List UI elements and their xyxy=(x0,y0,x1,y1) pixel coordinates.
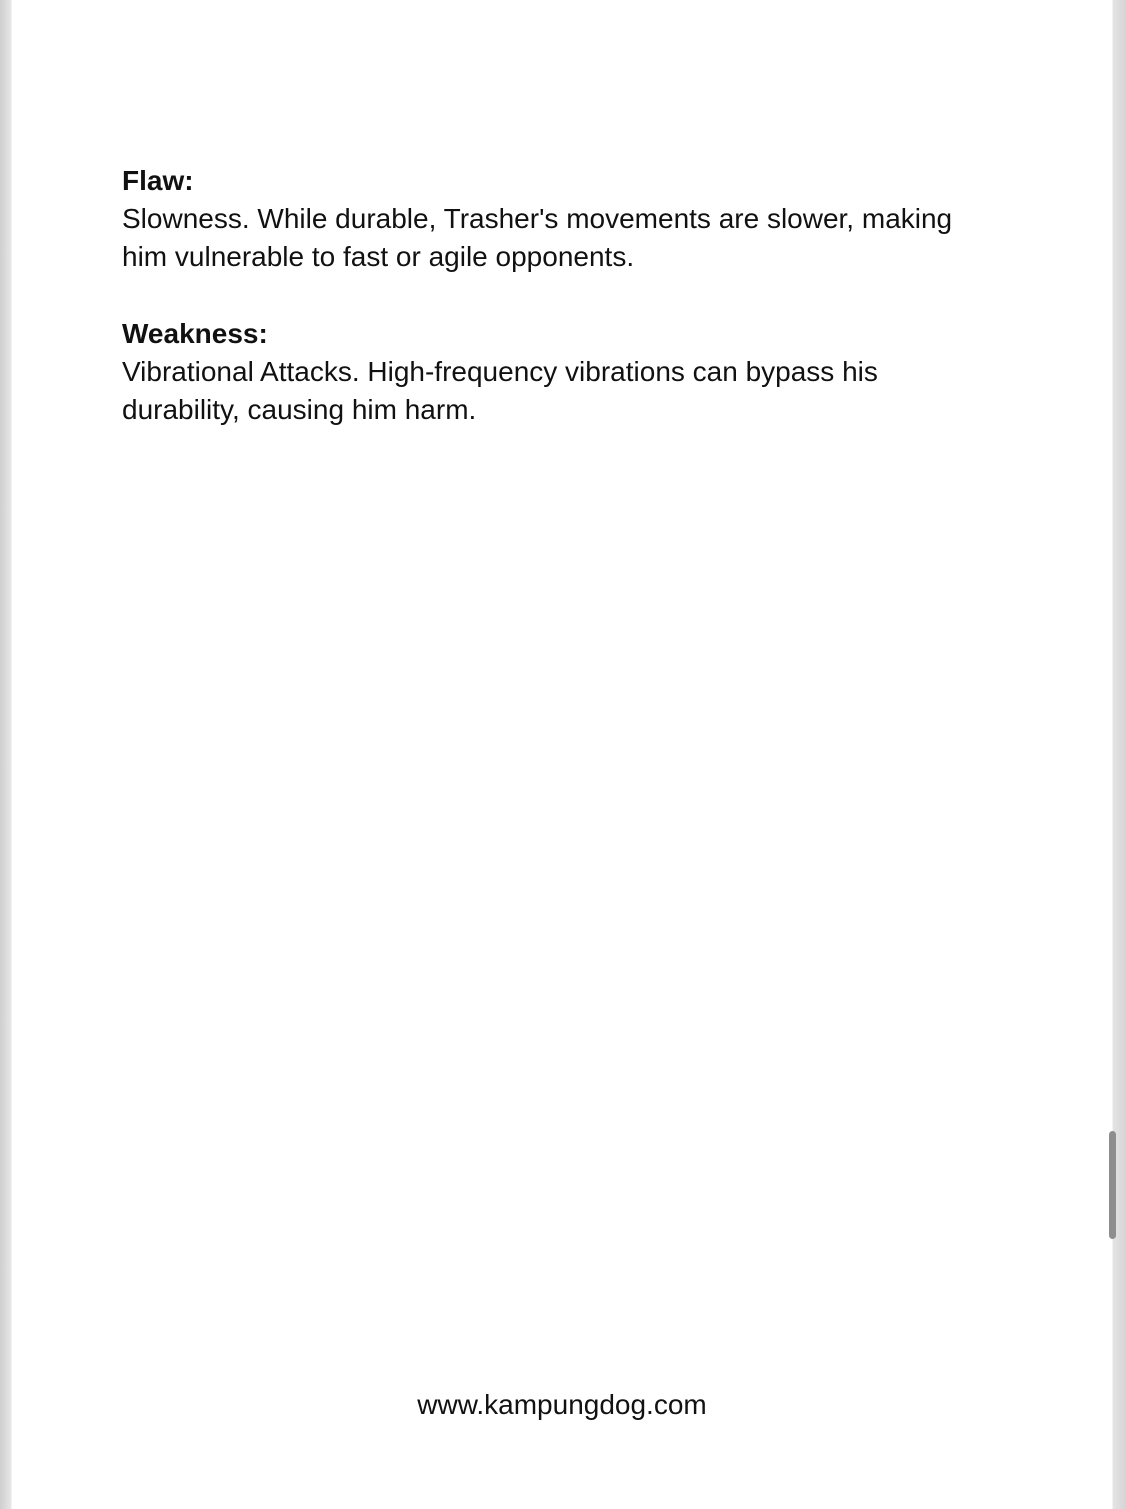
document-page xyxy=(12,0,1112,1509)
flaw-text: Slowness. While durable, Trasher's movements are slower, making him vulnerable to fast or agile opponents. xyxy=(122,203,953,272)
weakness-section xyxy=(122,315,1002,429)
flaw-heading: Flaw: xyxy=(122,165,194,196)
footer-url: www.kampungdog.com xyxy=(417,1389,707,1420)
weakness-heading: Weakness: xyxy=(122,318,268,349)
vertical-scrollbar-thumb[interactable] xyxy=(1109,1131,1116,1239)
flaw-section xyxy=(122,162,1002,276)
weakness-text: Vibrational Attacks. High-frequency vibrations can bypass his durability, causing him harm. xyxy=(122,356,878,425)
